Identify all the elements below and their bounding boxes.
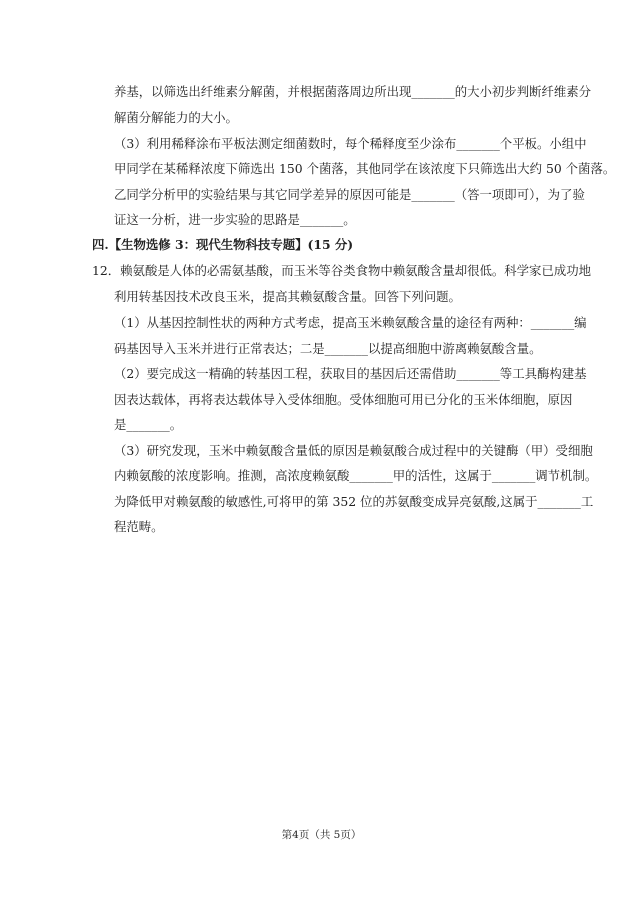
text-line-11: 码基因导入玉米并进行正常表达；二是_______以提高细胞中游离赖氨酸含量。	[114, 341, 542, 356]
page-number-footer: 第4页（共 5页）	[281, 829, 362, 841]
question-12-part-3: （3）研究发现，玉米中赖氨酸含量低的原因是赖氨酸合成过程中的关键酶（甲）受细胞	[114, 443, 593, 458]
text-line-2: 解菌分解能力的大小。	[114, 110, 238, 125]
text-line-1: 养基，以筛选出纤维素分解菌，并根据菌落周边所出现_______的大小初步判断纤维素分	[114, 84, 592, 99]
question-12-part-1: （1）从基因控制性状的两种方式考虑，提高玉米赖氨酸含量的途径有两种：_______编	[114, 315, 587, 330]
text-line-4: 甲同学在某稀释浓度下筛选出 150 个菌落，其他同学在该浓度下只筛选出大约 50 个菌落。	[114, 161, 616, 176]
text-line-14: 是_______。	[114, 417, 183, 432]
text-line-5: 乙同学分析甲的实验结果与其它同学差异的原因可能是_______（答一项即可），为了验	[114, 187, 585, 202]
text-line-9: 利用转基因技术改良玉米，提高其赖氨酸含量。回答下列问题。	[114, 289, 461, 304]
text-line-13: 因表达载体，再将表达载体导入受体细胞。受体细胞可用已分化的玉米体细胞，原因	[114, 392, 573, 407]
text-line-16: 内赖氨酸的浓度影响。推测，高浓度赖氨酸_______甲的活性，这属于_______调节机制。	[114, 468, 598, 483]
text-line-18: 程范畴。	[114, 519, 164, 534]
text-line-3: （3）利用稀释涂布平板法测定细菌数时，每个稀释度至少涂布_______个平板。小组中	[114, 136, 587, 151]
text-line-17: 为降低甲对赖氨酸的敏感性,可将甲的第 352 位的苏氨酸变成异亮氨酸,这属于_______工	[114, 494, 594, 509]
text-line-6: 证这一分析，进一步实验的思路是_______。	[114, 212, 356, 227]
question-12-stem: 12．赖氨酸是人体的必需氨基酸，而玉米等谷类食物中赖氨酸含量却很低。科学家已成功地	[92, 263, 592, 278]
question-12-part-2: （2）要完成这一精确的转基因工程，获取目的基因后还需借助_______等工具酶构建基	[114, 366, 587, 381]
section-heading: 四.【生物选修 3：现代生物科技专题】(15 分)	[92, 237, 354, 252]
